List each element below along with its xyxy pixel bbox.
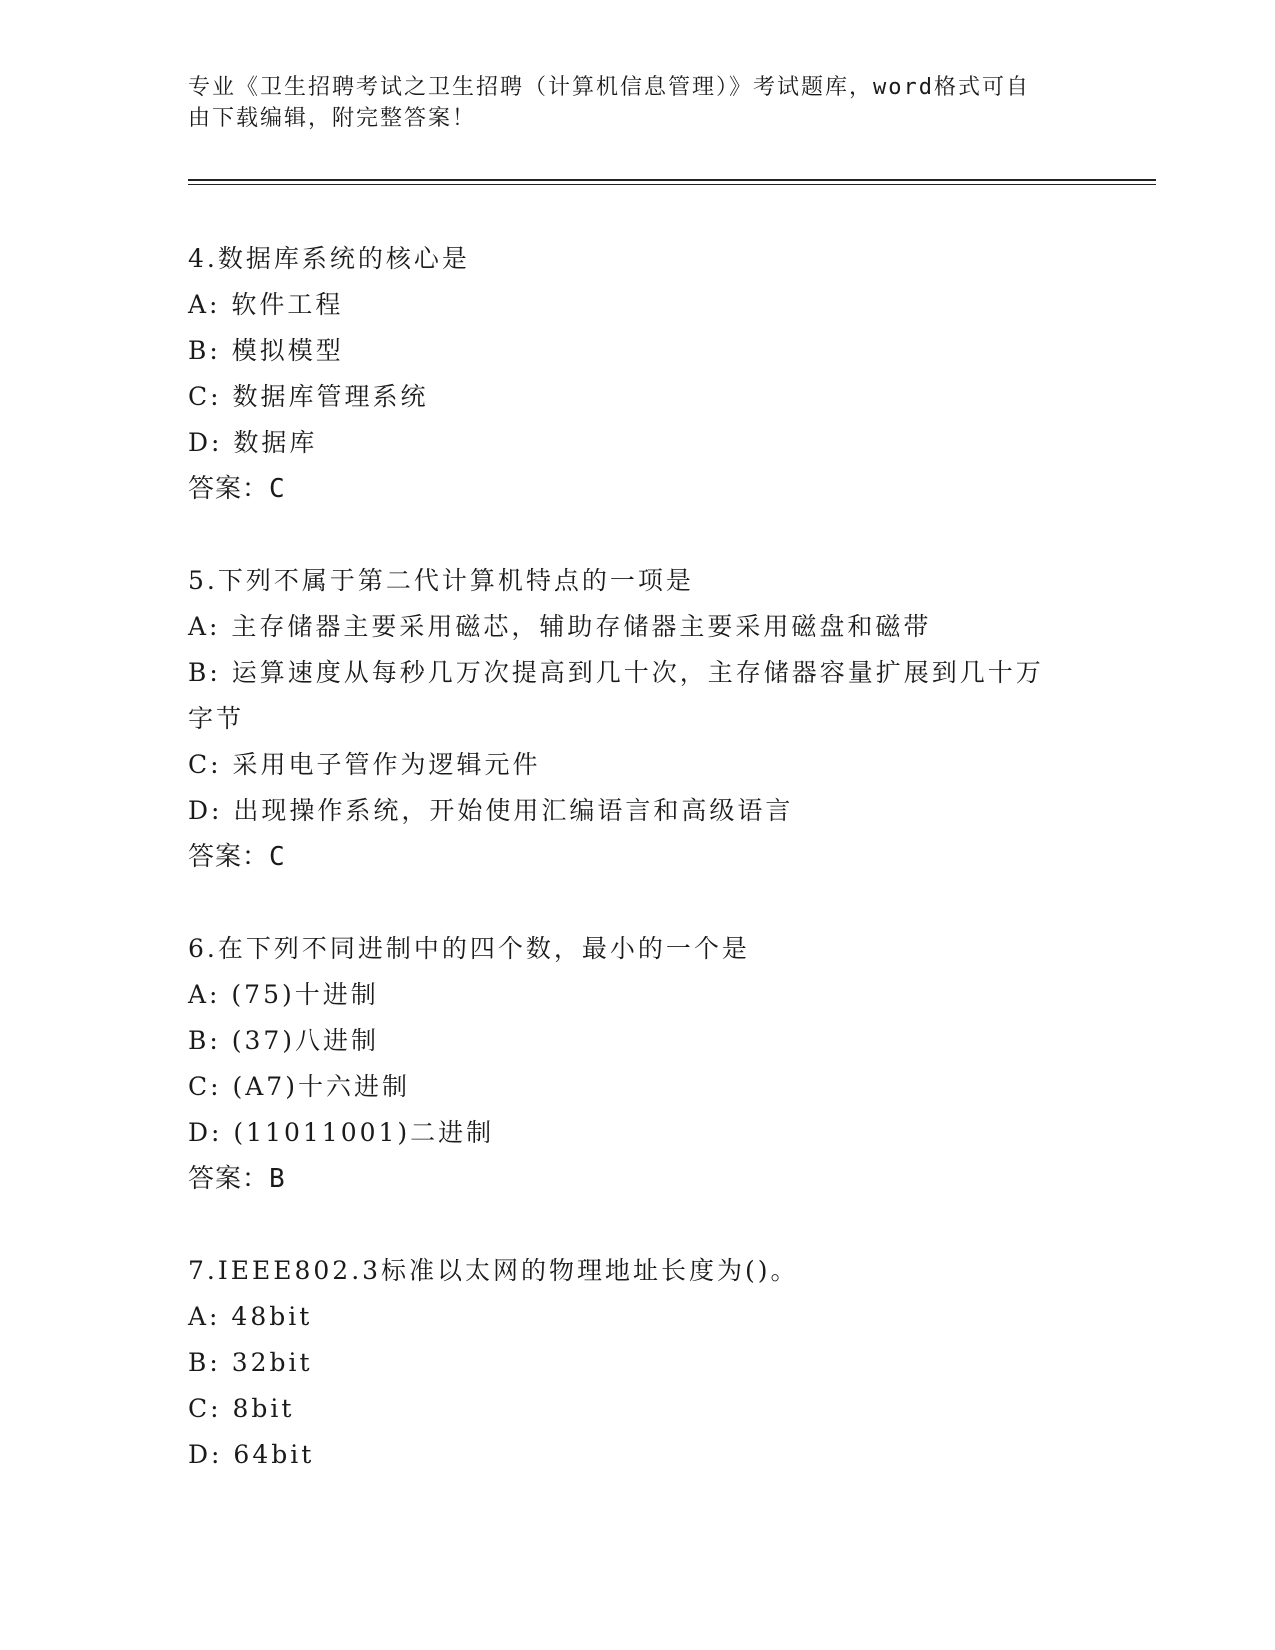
option-d: D: (11011001)二进制 bbox=[188, 1118, 495, 1147]
option-a: A: 48bit bbox=[188, 1302, 313, 1331]
answer-label: 答案： bbox=[188, 842, 270, 872]
question-6 bbox=[188, 926, 1088, 1202]
answer-value: C bbox=[269, 842, 286, 872]
option-c: C: 数据库管理系统 bbox=[188, 382, 429, 411]
option-c: C: 采用电子管作为逻辑元件 bbox=[188, 750, 541, 779]
question-5 bbox=[188, 558, 1088, 880]
answer bbox=[188, 466, 1088, 512]
option-b: B: 模拟模型 bbox=[188, 336, 344, 365]
option-d: D: 出现操作系统，开始使用汇编语言和高级语言 bbox=[188, 796, 794, 825]
option-b: B: 32bit bbox=[188, 1348, 313, 1377]
answer-label: 答案： bbox=[188, 1164, 270, 1194]
option-a: A: 主存储器主要采用磁芯，辅助存储器主要采用磁盘和磁带 bbox=[188, 612, 932, 641]
document-header bbox=[188, 72, 1068, 134]
question-stem: 6.在下列不同进制中的四个数，最小的一个是 bbox=[188, 934, 750, 963]
question-list bbox=[188, 236, 1088, 1524]
header-divider-top bbox=[188, 179, 1156, 181]
option-c: C: (A7)十六进制 bbox=[188, 1072, 410, 1101]
answer-label: 答案： bbox=[188, 474, 270, 504]
option-a: A: (75)十进制 bbox=[188, 980, 379, 1009]
question-stem: 4.数据库系统的核心是 bbox=[188, 244, 470, 273]
header-divider-bottom bbox=[188, 184, 1156, 185]
option-b: B: 运算速度从每秒几万次提高到几十次，主存储器容量扩展到几十万字节 bbox=[188, 658, 1044, 733]
option-d: D: 64bit bbox=[188, 1440, 315, 1469]
header-line-1: 专业《卫生招聘考试之卫生招聘（计算机信息管理）》考试题库，word格式可自 bbox=[188, 75, 1030, 100]
question-stem: 5.下列不属于第二代计算机特点的一项是 bbox=[188, 566, 694, 595]
question-7 bbox=[188, 1248, 1088, 1478]
answer-value: C bbox=[269, 474, 286, 504]
option-b: B: (37)八进制 bbox=[188, 1026, 380, 1055]
answer-value: B bbox=[269, 1164, 286, 1194]
answer bbox=[188, 1156, 1088, 1202]
answer bbox=[188, 834, 1088, 880]
option-d: D: 数据库 bbox=[188, 428, 318, 457]
header-line-2: 由下载编辑，附完整答案！ bbox=[188, 106, 477, 131]
question-4 bbox=[188, 236, 1088, 512]
option-a: A: 软件工程 bbox=[188, 290, 344, 319]
question-stem: 7.IEEE802.3标准以太网的物理地址长度为()。 bbox=[188, 1256, 799, 1285]
option-c: C: 8bit bbox=[188, 1394, 295, 1423]
